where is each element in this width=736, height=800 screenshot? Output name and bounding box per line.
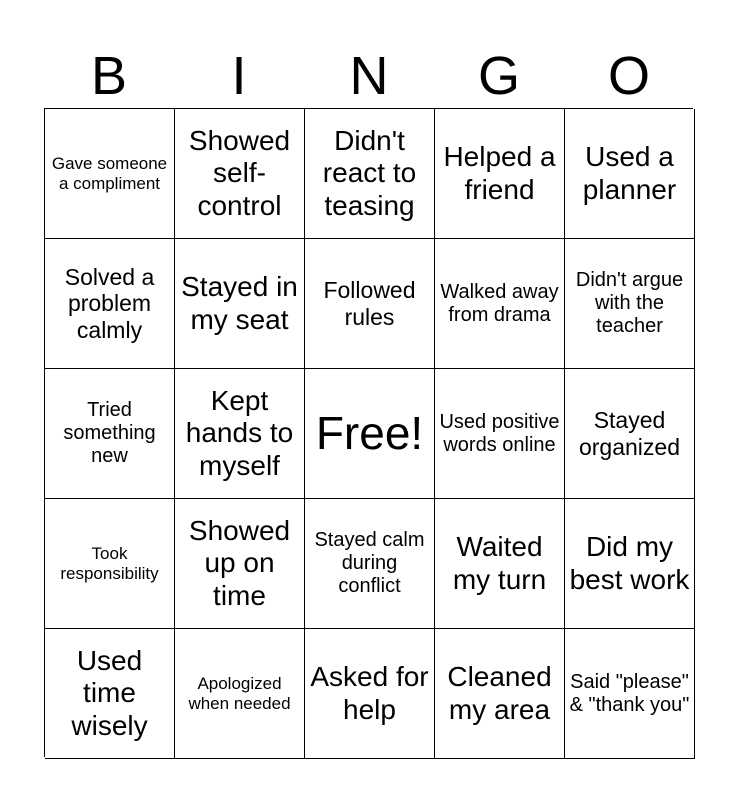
bingo-free-space[interactable]	[305, 369, 435, 499]
bingo-cell[interactable]	[175, 629, 305, 759]
bingo-cell-text: Gave someone a compliment	[51, 153, 168, 193]
bingo-cell-text: Apologized when needed	[188, 673, 291, 713]
header-letter-g: G	[477, 46, 520, 106]
bingo-cell-text: Tried something new	[63, 399, 156, 467]
bingo-cell[interactable]	[565, 369, 695, 499]
bingo-cell-text: Did my best work	[569, 531, 690, 595]
bingo-cell[interactable]	[435, 239, 565, 369]
bingo-cell[interactable]	[45, 369, 175, 499]
bingo-cell[interactable]	[565, 629, 695, 759]
bingo-cell-text: Waited my turn	[452, 531, 547, 595]
bingo-cell-text: Free!	[315, 407, 424, 460]
bingo-cell[interactable]	[305, 239, 435, 369]
bingo-cell[interactable]	[45, 629, 175, 759]
bingo-cell[interactable]	[435, 369, 565, 499]
bingo-cell-text: Didn't argue with the teacher	[575, 269, 684, 337]
bingo-cell[interactable]	[175, 109, 305, 239]
bingo-cell-text: Stayed in my seat	[181, 271, 298, 335]
bingo-cell[interactable]	[305, 499, 435, 629]
bingo-cell-text: Walked away from drama	[440, 280, 559, 326]
bingo-cell[interactable]	[305, 109, 435, 239]
bingo-cell[interactable]	[175, 499, 305, 629]
bingo-cell-text: Stayed organized	[578, 407, 681, 460]
bingo-cell[interactable]	[45, 109, 175, 239]
bingo-cell-text: Used a planner	[582, 141, 677, 205]
bingo-cell-text: Asked for help	[310, 661, 429, 725]
bingo-cell[interactable]	[175, 369, 305, 499]
bingo-cell[interactable]	[305, 629, 435, 759]
bingo-cell-text: Said "please" & "thank you"	[569, 670, 690, 716]
bingo-cell-text: Used time wisely	[71, 645, 148, 741]
bingo-cell[interactable]	[435, 109, 565, 239]
header-letter-b: B	[90, 46, 128, 106]
bingo-cell-text: Solved a problem calmly	[64, 263, 155, 343]
bingo-cell-text: Cleaned my area	[447, 661, 552, 725]
bingo-cell-text: Followed rules	[323, 277, 416, 330]
bingo-cell[interactable]	[435, 499, 565, 629]
bingo-cell-text: Helped a friend	[443, 141, 556, 205]
bingo-cell-text: Stayed calm during conflict	[314, 529, 425, 597]
bingo-cell-text: Kept hands to myself	[185, 385, 294, 481]
bingo-cell[interactable]	[565, 239, 695, 369]
bingo-cell-text: Showed self-control	[188, 125, 291, 221]
bingo-cell[interactable]	[565, 109, 695, 239]
bingo-cell-text: Showed up on time	[188, 515, 291, 611]
bingo-cell[interactable]	[45, 499, 175, 629]
header-letter-n: N	[349, 46, 389, 106]
bingo-header	[44, 44, 694, 108]
bingo-card-grid	[44, 108, 693, 757]
bingo-cell[interactable]	[435, 629, 565, 759]
bingo-cell[interactable]	[175, 239, 305, 369]
bingo-cell-text: Took responsibility	[60, 543, 159, 583]
bingo-cell[interactable]	[565, 499, 695, 629]
header-letter-o: O	[607, 46, 650, 106]
bingo-cell-text: Didn't react to teasing	[322, 125, 417, 221]
bingo-cell-text: Used positive words online	[439, 410, 560, 456]
bingo-cell[interactable]	[45, 239, 175, 369]
header-letter-i: I	[231, 46, 247, 106]
